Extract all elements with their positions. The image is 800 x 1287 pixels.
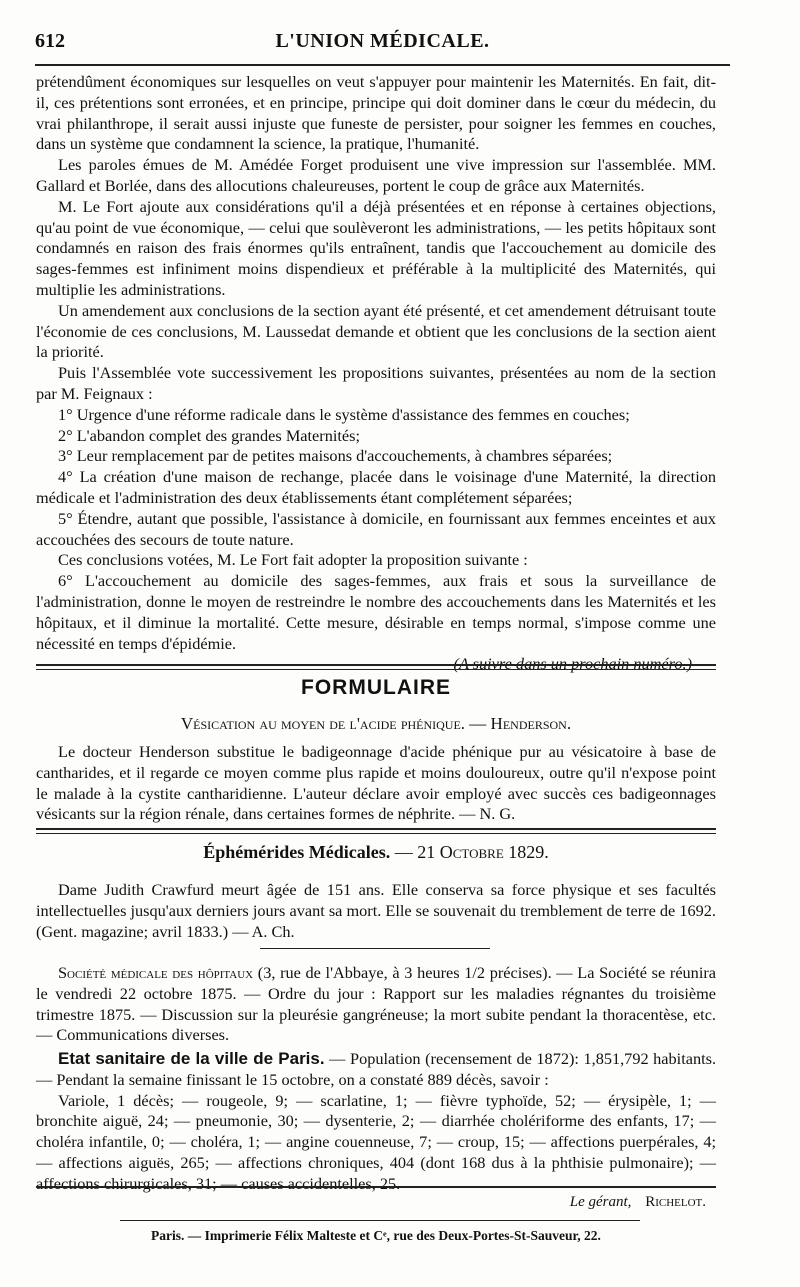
list-item: 5° Étendre, autant que possible, l'assistance à domicile, en fournissant aux femmes enceintes et aux accouchées des secours de toute nature. bbox=[36, 508, 716, 549]
paragraph bbox=[36, 963, 716, 1046]
footer-rule bbox=[36, 1186, 716, 1188]
list-item: 1° Urgence d'une réforme radicale dans le système d'assistance des femmes en couches; bbox=[58, 404, 630, 424]
gerant-signature bbox=[36, 1194, 706, 1211]
ephemerides-text-block bbox=[36, 880, 716, 942]
section-title: FORMULAIRE bbox=[301, 676, 451, 699]
societe-text: (3, rue de l'Abbaye, à 3 heures 1/2 précises). — La Société se réunira le vendredi 22 octobre 1875. — Ordre du jour : Rapport sur les maladies régnantes du troisième trimestre 1875. — Discussion sur la pleurésie gangréneuse; la mort subite pendant la thoracentèse, etc. — Communications diverses. bbox=[36, 963, 716, 1045]
imprint-rule bbox=[120, 1220, 640, 1221]
etat-title: Etat sanitaire de la ville de Paris. bbox=[58, 1049, 325, 1068]
paragraph: 6° L'accouchement au domicile des sages-femmes, aux frais et sous la surveillance de l'administration, donne le moyen de restreindre le nombre des accouchements dans les Maternités et les hôpitaux, et il diminue la mortalité. Cette mesure, désirable en temps normal, s'impose comme une nécessité en temps d'épidémie. bbox=[36, 571, 716, 653]
gerant-name: Richelot. bbox=[645, 1194, 706, 1210]
section-divider bbox=[36, 828, 716, 834]
paragraph: Puis l'Assemblée vote successivement les propositions suivantes, présentées au nom de la section par M. Feignaux : bbox=[36, 363, 716, 403]
paragraph bbox=[36, 1049, 716, 1091]
etat-text: — Population (recensement de 1872): 1,851,792 habitants. — Pendant la semaine finissant le 15 octobre, on a constaté 889 décès, savoir : bbox=[36, 1049, 717, 1089]
page-number: 612 bbox=[35, 30, 65, 52]
paragraph: Ces conclusions votées, M. Le Fort fait adopter la proposition suivante : bbox=[58, 550, 528, 570]
list-item: 4° La création d'une maison de rechange, placée dans le voisinage d'une Maternité, la direction médicale et l'administration des deux établissements étant complétement séparées; bbox=[36, 467, 716, 507]
formula-heading: Vésication au moyen de l'acide phénique. — Henderson. bbox=[180, 714, 572, 733]
continued-note: (A suivre dans un prochain numéro.) bbox=[453, 654, 692, 674]
article-continuation bbox=[36, 72, 716, 675]
paragraph: Les paroles émues de M. Amédée Forget produisent une vive impression sur l'assemblée. MM. Gallard et Borlée, dans des allocutions chaleureuses, portent le coup de grâce aux Maternités. bbox=[36, 155, 716, 195]
short-divider bbox=[260, 948, 490, 949]
paragraph: Un amendement aux conclusions de la section ayant été présenté, et cet amendement détruisant toute l'économie de ces conclusions, M. Laussedat demande et obtient que les conclusions de la section aient la priorité. bbox=[36, 300, 716, 362]
paragraph: M. Le Fort ajoute aux considérations qu'il a déjà présentées et en réponse à certaines objections, qu'au point de vue économique, — celui que soulèveront les administrations, — les petits hôpitaux sont condamnés en raison des frais énormes qu'ils entraînent, tandis que l'accouchement au domicile des sages-femmes est infiniment moins dispendieux et préférable à la multiplicité des Maternités, qui multiplie les administrations. bbox=[36, 196, 716, 299]
header-rule bbox=[35, 64, 730, 66]
paragraph: Variole, 1 décès; — rougeole, 9; — scarlatine, 1; — fièvre typhoïde, 52; — érysipèle, 1; — bronchite aiguë, 24; — pneumonie, 30; — dysenterie, 2; — diarrhée cholériforme des enfants, 17; — choléra infantile, 0; — choléra, 1; — angine couenneuse, 7; — croup, 15; — affections puerpérales, 4; — affections aiguës, 265; — affections chroniques, 404 (dont 168 dus à la phthisie pulmonaire); — affections chirurgicales, 31; — causes accidentelles, 25. bbox=[36, 1090, 716, 1193]
formula-text-block bbox=[36, 742, 716, 825]
etat-sanitaire-block bbox=[36, 1049, 716, 1195]
journal-title: L'UNION MÉDICALE. bbox=[275, 30, 490, 52]
imprint-line: Paris. — Imprimerie Félix Malteste et Cᵉ, rue des Deux-Portes-St-Sauveur, 22. bbox=[151, 1228, 601, 1243]
societe-block bbox=[36, 963, 716, 1046]
ephemerides-date: — 21 Octobre 1829. bbox=[394, 842, 549, 862]
section-divider bbox=[36, 664, 716, 670]
societe-name: Société médicale des hôpitaux bbox=[58, 963, 254, 982]
running-header bbox=[35, 24, 730, 60]
gerant-label: Le gérant, bbox=[569, 1194, 632, 1210]
ephemerides-heading bbox=[36, 842, 716, 863]
list-item: 2° L'abandon complet des grandes Maternités; bbox=[58, 425, 360, 445]
list-item: 3° Leur remplacement par de petites maisons d'accouchements, à chambres séparées; bbox=[58, 446, 613, 466]
paragraph: prétendûment économiques sur lesquelles on veut s'appuyer pour maintenir les Maternités. En fait, dit-il, ces prétentions sont erronées, et en principe, principe qui doit dominer dans le cœur du médecin, du vrai philanthrope, il serait aussi injuste que funeste de persister, pour soigner les femmes en couches, dans un système que condamnent la science, la pratique, l'humanité. bbox=[36, 72, 716, 154]
ephemerides-title: Éphémérides Médicales. bbox=[203, 842, 391, 862]
paragraph: Le docteur Henderson substitue le badigeonnage d'acide phénique pur au vésicatoire à base de cantharides, et il regarde ce moyen comme plus rapide et moins douloureux, outre qu'il n'expose point le malade à la cystite cantharidienne. L'auteur déclare avoir employé avec succès ces badigeonnages vésicants sur la région rénale, dans certaines formes de néphrite. — N. G. bbox=[36, 742, 716, 824]
paragraph: Dame Judith Crawfurd meurt âgée de 151 ans. Elle conserva sa force physique et ses facultés intellectuelles jusqu'aux derniers jours avant sa mort. Elle se souvenait du tremblement de terre de 1692. (Gent. magazine; avril 1833.) — A. Ch. bbox=[36, 880, 716, 941]
